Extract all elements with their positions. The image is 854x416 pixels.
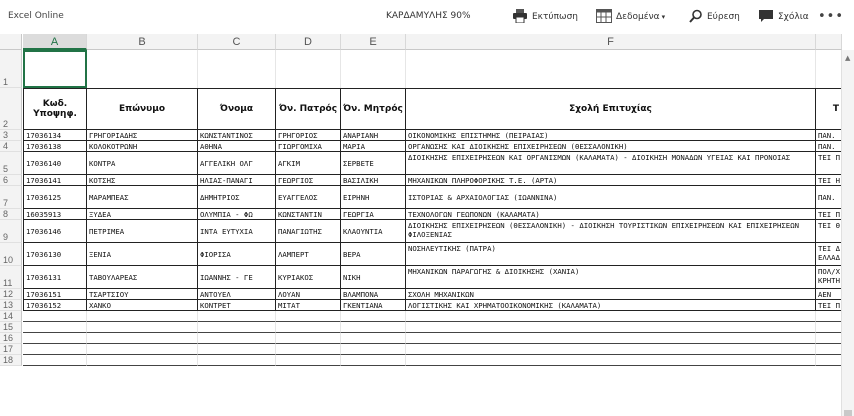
row-header[interactable]: 12 [0, 289, 22, 300]
table-cell-school[interactable]: ΣΧΟΛΗ ΜΗΧΑΝΙΚΩΝ [406, 289, 816, 300]
table-cell-mother[interactable]: ΓΚΕΝΤΙΑΝΑ [341, 300, 406, 311]
table-cell-school[interactable]: ΝΟΣΗΛΕΥΤΙΚΗΣ (ΠΑΤΡΑ) [406, 243, 816, 266]
table-cell-school[interactable]: ΔΙΟΙΚΗΣΗΣ ΕΠΙΧΕΙΡΗΣΕΩΝ ΚΑΙ ΟΡΓΑΝΙΣΜΩΝ (ΚΑΛΑΜΑΤΑ) - ΔΙΟΙΚΗΣΗ ΜΟΝΑΔΩΝ ΥΓΕΙΑΣ ΚΑΙ ΠΡΟΝΟΙΑΣ [406, 152, 816, 175]
table-cell-surname[interactable]: ΜΑΡΑΜΠΕΑΣ [87, 186, 198, 209]
column-header-e[interactable]: E [341, 34, 406, 50]
table-cell-code[interactable]: 17036134 [23, 130, 87, 141]
chevron-down-icon: ▾ [661, 13, 666, 21]
table-cell-father[interactable]: ΓΕΩΡΓΙΟΣ [276, 175, 341, 186]
empty-cell[interactable] [816, 311, 842, 322]
comments-button[interactable] [758, 6, 809, 28]
column-header-b[interactable]: B [87, 34, 198, 50]
row-header[interactable]: 3 [0, 130, 22, 141]
search-icon [689, 9, 703, 26]
table-cell-father[interactable]: ΠΑΝΑΓΙΩΤΗΣ [276, 220, 341, 243]
table-cell-code[interactable]: 17036152 [23, 300, 87, 311]
table-cell-surname[interactable]: ΓΡΗΓΟΡΙΑΔΗΣ [87, 130, 198, 141]
table-cell-mother[interactable]: ΒΕΡΑ [341, 243, 406, 266]
empty-cell[interactable] [816, 344, 842, 355]
table-cell-mother[interactable]: ΒΛΑΜΠΟΝΑ [341, 289, 406, 300]
table-cell-surname[interactable]: ΚΟΛΟΚΟΤΡΩΝΗ [87, 141, 198, 152]
table-cell-name[interactable]: ΑΝΤΟΥΕΛ [198, 289, 276, 300]
empty-cell[interactable] [276, 355, 341, 366]
table-cell-extra[interactable]: ΠΟΛ/Χ ΚΡΗΤΗ [816, 266, 842, 289]
data-label: Δεδομένα [616, 12, 660, 22]
header-cell-school[interactable]: Σχολή Επιτυχίας [406, 88, 816, 130]
empty-cell[interactable] [341, 50, 406, 88]
row-header[interactable]: 13 [0, 300, 22, 311]
table-cell-code[interactable]: 17036125 [23, 186, 87, 209]
empty-cell[interactable] [816, 333, 842, 344]
column-header-g[interactable] [816, 34, 842, 50]
comment-icon [758, 9, 774, 26]
empty-cell[interactable] [276, 311, 341, 322]
empty-cell[interactable] [87, 322, 198, 333]
column-header-d[interactable]: D [276, 34, 341, 50]
empty-cell[interactable] [198, 50, 276, 88]
spreadsheet-grid[interactable] [0, 34, 854, 416]
empty-cell[interactable] [341, 333, 406, 344]
empty-cell[interactable] [341, 355, 406, 366]
row-header[interactable]: 2 [0, 88, 22, 130]
table-cell-father[interactable]: ΛΟΥΑΝ [276, 289, 341, 300]
empty-cell[interactable] [198, 344, 276, 355]
table-cell-name[interactable]: ΚΟΝΤΡΕΤ [198, 300, 276, 311]
row-header[interactable]: 5 [0, 152, 22, 175]
document-title[interactable]: ΚΑΡΔΑΜΥΛΗΣ 90% [386, 11, 471, 21]
table-cell-school[interactable]: ΔΙΟΙΚΗΣΗΣ ΕΠΙΧΕΙΡΗΣΕΩΝ (ΘΕΣΣΑΛΟΝΙΚΗ) - ΔΙΟΙΚΗΣΗ ΤΟΥΡΙΣΤΙΚΩΝ ΕΠΙΧΕΙΡΗΣΕΩΝ ΚΑΙ ΕΠΙΧΕΙΡΗΣΕΩΝ ΦΙΛΟΞΕΝΙΑΣ [406, 220, 816, 243]
table-cell-mother[interactable]: ΕΙΡΗΝΗ [341, 186, 406, 209]
row-header[interactable]: 18 [0, 355, 22, 366]
app-title[interactable]: Excel Online [8, 11, 64, 21]
column-header-a[interactable]: A [23, 34, 87, 50]
table-cell-mother[interactable]: ΣΕΡΒΕΤΕ [341, 152, 406, 175]
comments-label: Σχόλια [778, 12, 809, 22]
table-cell-code[interactable]: 17036140 [23, 152, 87, 175]
table-cell-code[interactable]: 17036146 [23, 220, 87, 243]
header-cell-father[interactable]: Όν. Πατρός [276, 88, 341, 130]
empty-cell[interactable] [23, 311, 87, 322]
table-cell-mother[interactable]: ΑΝΑΡΙΑΝΗ [341, 130, 406, 141]
empty-cell[interactable] [23, 344, 87, 355]
row-header[interactable]: 1 [0, 50, 22, 88]
data-table-icon [596, 9, 612, 26]
header-cell-code[interactable]: Κωδ. Υποψηφ. [23, 88, 87, 130]
print-label: Εκτύπωση [532, 12, 578, 22]
row-header[interactable]: 16 [0, 333, 22, 344]
table-cell-school[interactable]: ΜΗΧΑΝΙΚΩΝ ΠΛΗΡΟΦΟΡΙΚΗΣ Τ.Ε. (ΑΡΤΑ) [406, 175, 816, 186]
empty-cell[interactable] [198, 333, 276, 344]
table-cell-name[interactable]: ΙΩΑΝΝΗΣ - ΓΕ [198, 266, 276, 289]
table-cell-extra[interactable]: ΤΕΙ Η [816, 175, 842, 186]
row-header[interactable]: 8 [0, 209, 22, 220]
table-cell-surname[interactable]: ΚΟΤΣΗΣ [87, 175, 198, 186]
empty-cell[interactable] [87, 311, 198, 322]
table-cell-extra[interactable]: ΤΕΙ Π [816, 300, 842, 311]
table-cell-father[interactable]: ΜΙΤΑΤ [276, 300, 341, 311]
scroll-up-icon[interactable]: ▲ [845, 54, 851, 62]
empty-cell[interactable] [341, 344, 406, 355]
table-cell-name[interactable]: ΟΛΥΜΠΙΑ - ΦΩ [198, 209, 276, 220]
column-header-f[interactable]: F [406, 34, 816, 50]
empty-cell[interactable] [406, 333, 816, 344]
empty-cell[interactable] [87, 355, 198, 366]
row-header[interactable]: 9 [0, 220, 22, 243]
table-cell-extra[interactable]: ΤΕΙ Θ [816, 220, 842, 243]
empty-cell[interactable] [341, 322, 406, 333]
table-cell-name[interactable]: ΚΩΝΣΤΑΝΤΙΝΟΣ [198, 130, 276, 141]
row-header[interactable]: 17 [0, 344, 22, 355]
vertical-scrollbar[interactable] [841, 50, 854, 416]
empty-cell[interactable] [198, 311, 276, 322]
row-header[interactable]: 15 [0, 322, 22, 333]
row-header[interactable]: 11 [0, 266, 22, 289]
table-cell-school[interactable]: ΟΙΚΟΝΟΜΙΚΗΣ ΕΠΙΣΤΗΜΗΣ (ΠΕΙΡΑΙΑΣ) [406, 130, 816, 141]
table-cell-extra[interactable]: ΠΑΝ. [816, 130, 842, 141]
empty-cell[interactable] [276, 50, 341, 88]
empty-cell[interactable] [406, 344, 816, 355]
table-cell-father[interactable]: ΚΩΝΣΤΑΝΤΙΝ [276, 209, 341, 220]
table-cell-school[interactable]: ΤΕΧΝΟΛΟΓΩΝ ΓΕΩΠΟΝΩΝ (ΚΑΛΑΜΑΤΑ) [406, 209, 816, 220]
empty-cell[interactable] [198, 322, 276, 333]
table-cell-code[interactable]: 16035913 [23, 209, 87, 220]
empty-cell[interactable] [23, 333, 87, 344]
table-cell-extra[interactable]: ΤΕΙ Π [816, 152, 842, 175]
table-cell-extra[interactable]: ΠΑΝ. [816, 141, 842, 152]
empty-cell[interactable] [816, 355, 842, 366]
table-cell-name[interactable]: ΔΗΜΗΤΡΙΟΣ [198, 186, 276, 209]
empty-cell[interactable] [816, 322, 842, 333]
empty-cell[interactable] [276, 344, 341, 355]
row-header[interactable]: 10 [0, 243, 22, 266]
find-button[interactable] [689, 6, 740, 28]
empty-cell[interactable] [87, 333, 198, 344]
table-cell-surname[interactable]: ΤΑΒΟΥΛΑΡΕΑΣ [87, 266, 198, 289]
row-header[interactable]: 7 [0, 186, 22, 209]
table-cell-name[interactable]: ΑΓΓΕΛΙΚΗ ΟΛΓ [198, 152, 276, 175]
header-cell-name[interactable]: Όνομα [198, 88, 276, 130]
empty-cell[interactable] [341, 311, 406, 322]
empty-cell[interactable] [816, 50, 842, 88]
table-cell-father[interactable]: ΓΙΩΡΓΟΜΙΧΑ [276, 141, 341, 152]
empty-cell[interactable] [198, 355, 276, 366]
table-cell-name[interactable]: ΑΘΗΝΑ [198, 141, 276, 152]
table-cell-code[interactable]: 17036141 [23, 175, 87, 186]
header-cell-surname[interactable]: Επώνυμο [87, 88, 198, 130]
print-button[interactable] [512, 6, 578, 28]
column-header-c[interactable]: C [198, 34, 276, 50]
empty-cell[interactable] [87, 344, 198, 355]
table-cell-father[interactable]: ΑΓΚΙΜ [276, 152, 341, 175]
table-cell-mother[interactable]: ΒΑΣΙΛΙΚΗ [341, 175, 406, 186]
empty-cell[interactable] [23, 355, 87, 366]
empty-cell[interactable] [87, 50, 198, 88]
empty-cell[interactable] [406, 322, 816, 333]
table-cell-extra[interactable]: ΤΕΙ Π [816, 209, 842, 220]
table-cell-school[interactable]: ΜΗΧΑΝΙΚΩΝ ΠΑΡΑΓΩΓΗΣ & ΔΙΟΙΚΗΣΗΣ (ΧΑΝΙΑ) [406, 266, 816, 289]
select-all-corner[interactable] [0, 34, 22, 50]
table-cell-code[interactable]: 17036138 [23, 141, 87, 152]
table-cell-code[interactable]: 17036130 [23, 243, 87, 266]
table-cell-surname[interactable]: ΧΑΝΚΟ [87, 300, 198, 311]
table-cell-name[interactable]: ΦΙΟΡΙΣΑ [198, 243, 276, 266]
table-cell-extra[interactable]: ΤΕΙ Δ ΕΛΛΑΔ [816, 243, 842, 266]
header-cell-mother[interactable]: Όν. Μητρός [341, 88, 406, 130]
empty-cell[interactable] [276, 333, 341, 344]
table-cell-mother[interactable]: ΚΛΑΟΥΝΤΙΑ [341, 220, 406, 243]
table-cell-surname[interactable]: ΚΟΝΤΡΑ [87, 152, 198, 175]
table-cell-mother[interactable]: ΜΑΡΙΑ [341, 141, 406, 152]
active-cell-selection[interactable] [23, 50, 87, 88]
table-cell-school[interactable]: ΟΡΓΑΝΩΣΗΣ ΚΑΙ ΔΙΟΙΚΗΣΗΣ ΕΠΙΧΕΙΡΗΣΕΩΝ (ΘΕΣΣΑΛΟΝΙΚΗ) [406, 141, 816, 152]
table-cell-father[interactable]: ΛΑΜΠΕΡΤ [276, 243, 341, 266]
table-cell-father[interactable]: ΕΥΑΓΓΕΛΟΣ [276, 186, 341, 209]
table-cell-school[interactable]: ΛΟΓΙΣΤΙΚΗΣ ΚΑΙ ΧΡΗΜΑΤΟΟΙΚΟΝΟΜΙΚΗΣ (ΚΑΛΑΜΑΤΑ) [406, 300, 816, 311]
empty-cell[interactable] [406, 311, 816, 322]
table-cell-surname[interactable]: ΤΣΑΡΤΣΙΟΥ [87, 289, 198, 300]
table-cell-father[interactable]: ΚΥΡΙΑΚΟΣ [276, 266, 341, 289]
row-header[interactable]: 6 [0, 175, 22, 186]
table-cell-code[interactable]: 17036131 [23, 266, 87, 289]
scroll-thumb[interactable] [844, 410, 852, 416]
table-cell-extra[interactable]: ΠΑΝ. [816, 186, 842, 209]
table-cell-surname[interactable]: ΞΕΝΙΑ [87, 243, 198, 266]
top-bar [0, 0, 854, 34]
table-cell-father[interactable]: ΓΡΗΓΟΡΙΟΣ [276, 130, 341, 141]
row-header[interactable]: 14 [0, 311, 22, 322]
table-cell-school[interactable]: ΙΣΤΟΡΙΑΣ & ΑΡΧΑΙΟΛΟΓΙΑΣ (ΙΩΑΝΝΙΝΑ) [406, 186, 816, 209]
table-cell-name[interactable]: ΗΛΙΑΣ-ΠΑΝΑΓΙ [198, 175, 276, 186]
data-menu-button[interactable] [596, 6, 665, 28]
table-cell-surname[interactable]: ΠΕΤΡΙΜΕΑ [87, 220, 198, 243]
header-cell-extra[interactable]: Τ [816, 88, 842, 130]
table-cell-extra[interactable]: ΑΕΝ [816, 289, 842, 300]
printer-icon [512, 9, 528, 26]
row-header[interactable]: 4 [0, 141, 22, 152]
table-cell-mother[interactable]: ΓΕΩΡΓΙΑ [341, 209, 406, 220]
more-options-button[interactable]: ••• [817, 9, 844, 24]
empty-cell[interactable] [406, 50, 816, 88]
table-cell-surname[interactable]: ΞΥΔΕΑ [87, 209, 198, 220]
table-cell-name[interactable]: ΙΝΤΑ ΕΥΤΥΧΙΑ [198, 220, 276, 243]
table-cell-code[interactable]: 17036151 [23, 289, 87, 300]
empty-cell[interactable] [276, 322, 341, 333]
empty-cell[interactable] [23, 322, 87, 333]
find-label: Εύρεση [707, 12, 740, 22]
table-cell-mother[interactable]: ΝΙΚΗ [341, 266, 406, 289]
empty-cell[interactable] [406, 355, 816, 366]
